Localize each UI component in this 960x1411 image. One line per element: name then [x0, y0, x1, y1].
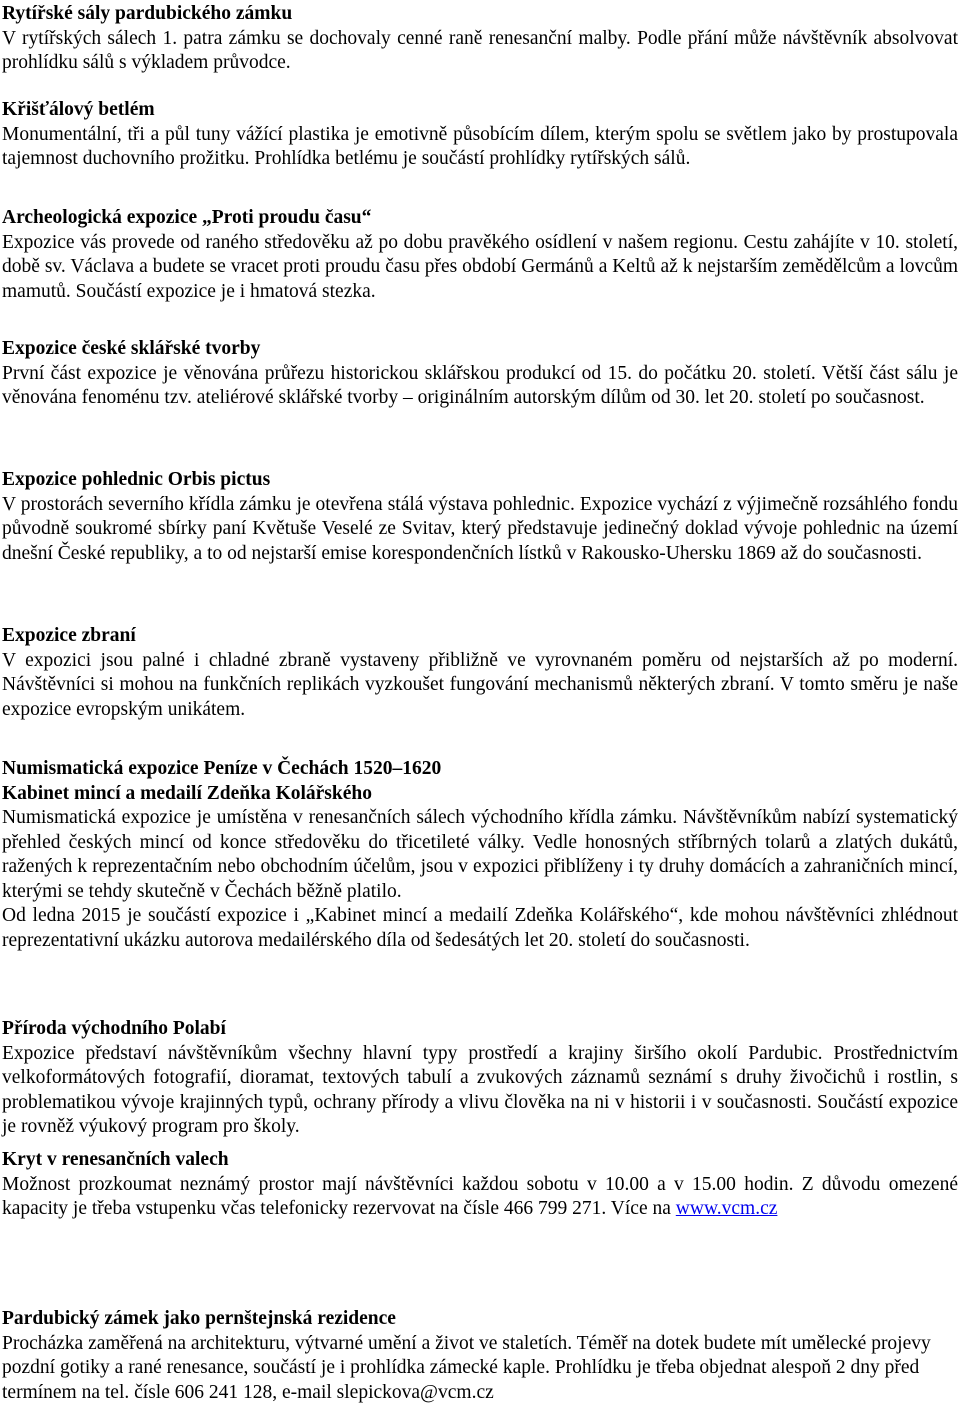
section-title: Expozice české sklářské tvorby — [2, 338, 261, 359]
section-orbis-pictus — [2, 468, 958, 566]
section-text: Procházka zaměřená na architekturu, výtvarné umění a život ve staletích. Téměř na dotek budete mít umělecké projevy pozdní gotiky a rané renesance, součástí je i prohlídka zámecké kaple. Prohlídku je třeba objednat alespoň 2 dny před termínem na tel. čísle 606 241 128, e-mail slepickova@vcm.cz — [2, 1332, 931, 1403]
section-text: První část expozice je věnována průřezu historickou sklářskou produkcí od 15. do počátku 20. století. Větší část sálu je věnována fenoménu tzv. ateliérové sklářské tvorby – originálním autorským dílům od 30. let 20. století po současnost. — [2, 362, 958, 408]
section-title: Expozice zbraní — [2, 625, 136, 646]
section-numismaticka-expozice — [2, 757, 958, 953]
section-text: V rytířských sálech 1. patra zámku se dochovaly cenné raně renesanční malby. Podle přání může návštěvník absolvovat prohlídku sálů s výkladem průvodce. — [2, 27, 958, 73]
section-title: Pardubický zámek jako pernštejnská rezidence — [2, 1308, 396, 1329]
section-rytirske-saly — [2, 2, 958, 76]
section-text: Expozice představí návštěvníkům všechny hlavní typy prostředí a krajiny širšího okolí Pardubic. Prostřednictvím velkoformátových fotografií, dioramat, textových tabulí a zvukových záznamů seznámí s druhy živočichů i rostlin, s problematikou vývoje krajinných typů, ochrany přírody a vlivu člověka na ni v historii i v současnosti. Součástí expozice je rovněž výukový program pro školy. — [2, 1042, 958, 1137]
section-kristalovy-betlem — [2, 98, 958, 172]
section-title: Křišťálový betlém — [2, 99, 155, 120]
section-kryt-valy — [2, 1148, 958, 1222]
section-expozice-zbrani — [2, 624, 958, 722]
section-title: Archeologická expozice „Proti proudu času“ — [2, 207, 372, 228]
section-text: V prostorách severního křídla zámku je otevřena stálá výstava pohlednic. Expozice vychází z výjimečně rozsáhlého fondu původně soukromé sbírky paní Květuše Veselé ze Svitav, který představuje jedinečný doklad vývoje pohlednic na území dnešní České republiky, a to od nejstarší emise korespondenčních lístků v Rakousko-Uhersku 1869 až do současnosti. — [2, 493, 958, 564]
section-text: V expozici jsou palné i chladné zbraně vystaveny přibližně ve vyrovnaném poměru od nejstarších až po moderní. Návštěvníci si mohou na funkčních replikách vyzkoušet fungování mechanismů některých zbraní. V tomto směru je naše expozice evropským unikátem. — [2, 649, 958, 720]
section-sklarska-tvorba — [2, 337, 958, 411]
section-text: Expozice vás provede od raného středověku až po dobu pravěkého osídlení v našem regionu. Cestu zahájíte v 10. století, době sv. Václava a budete se vracet proti proudu času přes období Germánů a Keltů až k nejstarším zemědělcům a lovcům mamutů. Součástí expozice je i hmatová stezka. — [2, 231, 958, 302]
section-title: Rytířské sály pardubického zámku — [2, 3, 293, 24]
section-subtitle: Kabinet mincí a medailí Zdeňka Kolářského — [2, 782, 372, 804]
section-pernstejnska-rezidence — [2, 1307, 958, 1405]
section-text: Monumentální, tři a půl tuny vážící plastika je emotivně působícím dílem, kterým spolu se světlem jako by prostupovala tajemnost duchovního prožitku. Prohlídka betlému je součástí prohlídky rytířských sálů. — [2, 123, 958, 169]
section-priroda-polabi — [2, 1017, 958, 1140]
section-title: Kryt v renesančních valech — [2, 1149, 229, 1170]
section-text-body: Možnost prozkoumat neznámý prostor mají návštěvníci každou sobotu v 10.00 a v 15.00 hodin. Z důvodu omezené kapacity je třeba vstupenku včas telefonicky rezervovat na čísle 466 799 271. Více na — [2, 1173, 958, 1219]
section-title: Expozice pohlednic Orbis pictus — [2, 469, 271, 490]
section-text — [2, 1173, 958, 1222]
website-link[interactable]: www.vcm.cz — [675, 1198, 778, 1219]
section-title: Numismatická expozice Peníze v Čechách 1520–1620 — [2, 758, 442, 779]
section-text: Numismatická expozice je umístěna v renesančních sálech východního křídla zámku. Návštěvníkům nabízí systematický přehled českých mincí od konce středověku do třicetileté války. Vedle honosných stříbrných tolarů a zlatých dukátů, ražených k reprezentačním nebo obchodním účelům, jsou v expozici přiblíženy i ty druhy domácích a zahraničních mincí, kterými se tehdy skutečně v Čechách běžně platilo. — [2, 807, 958, 902]
section-text-2: Od ledna 2015 je součástí expozice i „Kabinet mincí a medailí Zdeňka Kolářského“, kde mohou návštěvníci zhlédnout reprezentativní ukázku autorova medailérského díla od šedesátých let 20. století do současnosti. — [2, 905, 958, 951]
section-title: Příroda východního Polabí — [2, 1018, 226, 1039]
section-archeologicka-expozice — [2, 206, 958, 304]
